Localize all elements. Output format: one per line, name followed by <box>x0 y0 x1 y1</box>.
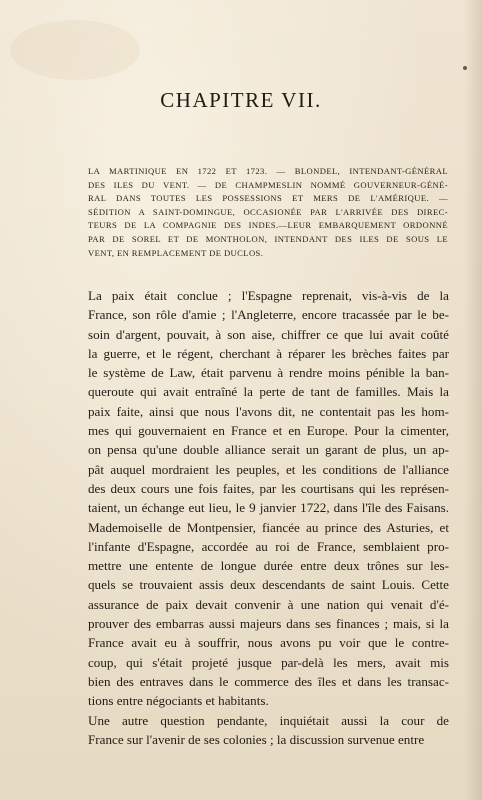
summary-line: LA MARTINIQUE EN 1722 ET 1723. — BLONDEL, INTENDANT-GÉNÉRAL <box>88 166 448 176</box>
body-line: paix faite, ainsi que nous l'avons dit, ne contentait pas les hom- <box>88 403 449 419</box>
body-line: queroute qui avait entraîné la perte de tant de familles. Mais la <box>88 384 449 400</box>
body-line: France avait eu à souffrir, nous avons pu voir que le contre- <box>88 635 449 651</box>
body-line: Mademoiselle de Montpensier, fiancée au prince des Asturies, et <box>88 519 449 535</box>
body-line: La paix était conclue ; l'Espagne reprenait, vis-à-vis de la <box>88 288 449 303</box>
body-line: le système de Law, était parvenu à rendre moins pénible la ban- <box>88 365 449 381</box>
body-line: quels se trouvaient assis deux descendants de saint Louis. Cette <box>88 577 449 593</box>
body-line: assurance de paix devait convenir à une nation qui venait d'é- <box>88 596 449 612</box>
paper-stain <box>10 20 140 80</box>
body-line: prouver des embarras aussi majeurs dans ses finances ; mais, si la <box>88 616 449 632</box>
chapter-title: CHAPITRE VII. <box>160 88 322 112</box>
body-line: taient, un échange eut lieu, le 9 janvier 1722, dans l'île des Faisans. <box>88 500 449 516</box>
body-line: la guerre, et le régent, cherchant à réparer les brèches faites par <box>88 345 449 361</box>
summary-line: DES ILES DU VENT. — DE CHAMPMESLIN NOMMÉ GOUVERNEUR-GÉNÉ- <box>88 179 448 190</box>
body-line: mettre une entente de longue durée entre deux trônes sur les- <box>88 558 449 574</box>
summary-line: VENT, EN REMPLACEMENT DE DUCLOS. <box>88 247 264 258</box>
chapter-summary <box>88 165 448 260</box>
body-line: on pensa qu'une double alliance serait un garant de plus, un ap- <box>88 442 449 458</box>
body-line: France sur l'avenir de ses colonies ; la discussion survenue entre <box>88 731 425 747</box>
body-line: l'infante d'Espagne, accordée au roi de France, semblaient pro- <box>88 538 449 554</box>
body-line: mes qui gouvernaient en France et en Europe. Pour la cimenter, <box>88 423 449 439</box>
ink-speck <box>463 66 467 70</box>
body-line: coup, qui s'était projeté jusque par-delà les mers, avait mis <box>88 654 449 670</box>
body-text <box>88 286 449 749</box>
body-line: soin d'argent, pouvait, à son aise, chiffrer ce que lui avait coûté <box>88 326 449 342</box>
summary-line: RAL DANS TOUTES LES POSSESSIONS ET MERS DE L'AMÉRIQUE. — <box>88 193 448 204</box>
body-line: bien des entraves dans le commerce des îles et dans les transac- <box>88 673 449 689</box>
body-line: Une autre question pendante, inquiétait aussi la cour de <box>88 712 449 728</box>
body-line: tions entre négociants et habitants. <box>88 693 269 709</box>
page-edge-shadow <box>464 0 482 800</box>
body-line: pât auquel mordraient les peuples, et les conditions de l'alliance <box>88 461 449 477</box>
body-line: France, son rôle d'amie ; l'Angleterre, encore tracassée par le be- <box>88 307 449 323</box>
summary-line: SÉDITION A SAINT-DOMINGUE, OCCASIONÉE PAR L'ARRIVÉE DES DIREC- <box>88 206 448 217</box>
summary-line: TEURS DE LA COMPAGNIE DES INDES.—LEUR EMBARQUEMENT ORDONNÉ <box>88 220 448 231</box>
summary-line: PAR DE SOREL ET DE MONTHOLON, INTENDANT DES ILES DE SOUS LE <box>88 233 448 244</box>
body-line: des deux cours une fois faites, par les courtisans qui les représen- <box>88 480 449 496</box>
